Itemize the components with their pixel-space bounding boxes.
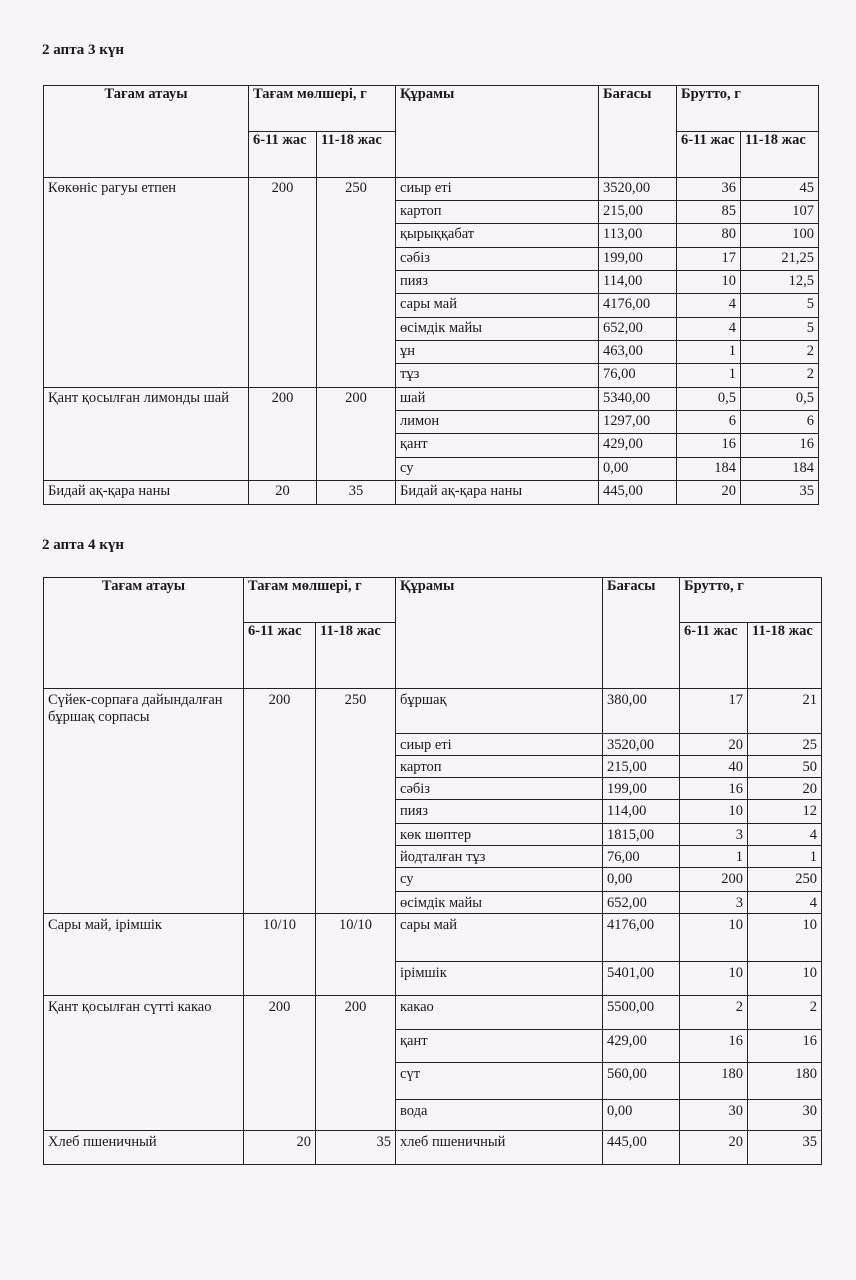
portion-age-6-11: 10/10 [244,914,316,996]
ingredient-price: 76,00 [599,364,677,388]
brutto-age-6-11: 6 [677,411,741,434]
ingredient-name: су [396,458,599,481]
brutto-age-6-11: 16 [680,1030,748,1063]
dish-name: Сүйек-сорпаға дайындалған бұршақ сорпасы [44,689,244,914]
ingredient-row [44,914,822,962]
brutto-age-6-11: 4 [677,318,741,341]
ingredient-price: 76,00 [603,846,680,868]
ingredient-price: 445,00 [603,1131,680,1165]
brutto-age-11-18: 2 [741,364,819,388]
ingredient-name: Бидай ақ-қара наны [396,481,599,505]
brutto-age-6-11: 2 [680,996,748,1030]
header-portion-age-6-11: 6-11 жас [249,132,317,178]
menu-table-day-4 [43,577,822,1165]
ingredient-name: хлеб пшеничный [396,1131,603,1165]
brutto-age-11-18: 1 [748,846,822,868]
day-title-1: 2 апта 3 күн [42,42,125,58]
ingredient-name: лимон [396,411,599,434]
ingredient-price: 463,00 [599,341,677,364]
header-brutto-age-6-11: 6-11 жас [680,623,748,689]
brutto-age-6-11: 1 [677,341,741,364]
ingredient-price: 215,00 [603,756,680,778]
brutto-age-11-18: 4 [748,824,822,846]
portion-age-11-18: 200 [316,996,396,1131]
brutto-age-6-11: 16 [677,434,741,458]
brutto-age-6-11: 0,5 [677,388,741,411]
dish-name: Хлеб пшеничный [44,1131,244,1165]
brutto-age-11-18: 45 [741,178,819,201]
brutto-age-11-18: 30 [748,1100,822,1131]
portion-age-11-18: 200 [317,388,396,481]
brutto-age-11-18: 35 [748,1131,822,1165]
portion-age-6-11: 200 [244,996,316,1131]
header-brutto: Брутто, г [677,86,819,132]
header-portion-age-6-11: 6-11 жас [244,623,316,689]
brutto-age-11-18: 35 [741,481,819,505]
brutto-age-6-11: 20 [680,1131,748,1165]
dish-name: Қант қосылған сүтті какао [44,996,244,1131]
brutto-age-6-11: 80 [677,224,741,248]
ingredient-row [44,996,822,1030]
header-dish-name: Тағам атауы [44,578,244,689]
header-row [44,578,822,623]
brutto-age-11-18: 0,5 [741,388,819,411]
brutto-age-6-11: 10 [680,800,748,824]
portion-age-6-11: 200 [244,689,316,914]
ingredient-price: 0,00 [603,868,680,892]
ingredient-name: қант [396,1030,603,1063]
brutto-age-6-11: 85 [677,201,741,224]
brutto-age-11-18: 12,5 [741,271,819,294]
ingredient-name: сәбіз [396,778,603,800]
ingredient-price: 1297,00 [599,411,677,434]
portion-age-6-11: 20 [244,1131,316,1165]
brutto-age-6-11: 184 [677,458,741,481]
header-row [44,86,819,132]
brutto-age-6-11: 4 [677,294,741,318]
ingredient-price: 114,00 [599,271,677,294]
brutto-age-11-18: 21 [748,689,822,734]
brutto-age-6-11: 40 [680,756,748,778]
ingredient-name: вода [396,1100,603,1131]
ingredient-name: ұн [396,341,599,364]
ingredient-name: шай [396,388,599,411]
brutto-age-6-11: 36 [677,178,741,201]
brutto-age-11-18: 16 [741,434,819,458]
ingredient-name: сиыр еті [396,734,603,756]
brutto-age-6-11: 17 [677,248,741,271]
ingredient-price: 445,00 [599,481,677,505]
brutto-age-11-18: 10 [748,962,822,996]
brutto-age-11-18: 184 [741,458,819,481]
brutto-age-6-11: 10 [677,271,741,294]
ingredient-name: қырыққабат [396,224,599,248]
ingredient-name: тұз [396,364,599,388]
header-price: Бағасы [603,578,680,689]
ingredient-price: 652,00 [599,318,677,341]
ingredient-name: сүт [396,1063,603,1100]
ingredient-price: 199,00 [599,248,677,271]
ingredient-name: картоп [396,756,603,778]
dish-name: Бидай ақ-қара наны [44,481,249,505]
ingredient-price: 0,00 [603,1100,680,1131]
ingredient-name: сиыр еті [396,178,599,201]
ingredient-price: 5401,00 [603,962,680,996]
ingredient-row [44,689,822,734]
header-portion-age-11-18: 11-18 жас [316,623,396,689]
brutto-age-6-11: 20 [680,734,748,756]
ingredient-row [44,481,819,505]
brutto-age-6-11: 1 [677,364,741,388]
header-portion: Тағам мөлшері, г [244,578,396,623]
brutto-age-6-11: 17 [680,689,748,734]
ingredient-name: картоп [396,201,599,224]
portion-age-6-11: 200 [249,178,317,388]
portion-age-11-18: 35 [317,481,396,505]
portion-age-11-18: 10/10 [316,914,396,996]
brutto-age-11-18: 25 [748,734,822,756]
brutto-age-11-18: 4 [748,892,822,914]
ingredient-name: сары май [396,914,603,962]
brutto-age-11-18: 12 [748,800,822,824]
ingredient-name: өсімдік майы [396,892,603,914]
brutto-age-6-11: 3 [680,824,748,846]
ingredient-price: 215,00 [599,201,677,224]
ingredient-row [44,388,819,411]
ingredient-price: 1815,00 [603,824,680,846]
ingredient-name: бұршақ [396,689,603,734]
ingredient-price: 429,00 [603,1030,680,1063]
header-price: Бағасы [599,86,677,178]
brutto-age-6-11: 3 [680,892,748,914]
ingredient-price: 4176,00 [603,914,680,962]
brutto-age-11-18: 20 [748,778,822,800]
ingredient-name: су [396,868,603,892]
brutto-age-11-18: 2 [748,996,822,1030]
ingredient-price: 380,00 [603,689,680,734]
ingredient-name: көк шөптер [396,824,603,846]
ingredient-name: какао [396,996,603,1030]
brutto-age-11-18: 2 [741,341,819,364]
brutto-age-11-18: 180 [748,1063,822,1100]
brutto-age-11-18: 250 [748,868,822,892]
portion-age-6-11: 200 [249,388,317,481]
ingredient-price: 0,00 [599,458,677,481]
dish-name: Көкөніс рагуы етпен [44,178,249,388]
header-portion-age-11-18: 11-18 жас [317,132,396,178]
header-brutto-age-11-18: 11-18 жас [741,132,819,178]
portion-age-11-18: 35 [316,1131,396,1165]
ingredient-price: 5500,00 [603,996,680,1030]
portion-age-11-18: 250 [316,689,396,914]
brutto-age-11-18: 16 [748,1030,822,1063]
header-brutto-age-6-11: 6-11 жас [677,132,741,178]
day-title-2: 2 апта 4 күн [42,537,125,553]
ingredient-price: 3520,00 [603,734,680,756]
brutto-age-6-11: 10 [680,962,748,996]
header-brutto: Брутто, г [680,578,822,623]
brutto-age-11-18: 21,25 [741,248,819,271]
dish-name: Сары май, ірімшік [44,914,244,996]
brutto-age-11-18: 10 [748,914,822,962]
brutto-age-6-11: 10 [680,914,748,962]
ingredient-name: ірімшік [396,962,603,996]
brutto-age-6-11: 1 [680,846,748,868]
brutto-age-11-18: 5 [741,294,819,318]
brutto-age-6-11: 30 [680,1100,748,1131]
ingredient-row [44,1131,822,1165]
ingredient-name: қант [396,434,599,458]
brutto-age-11-18: 5 [741,318,819,341]
header-portion: Тағам мөлшері, г [249,86,396,132]
ingredient-price: 114,00 [603,800,680,824]
ingredient-price: 4176,00 [599,294,677,318]
ingredient-name: сәбіз [396,248,599,271]
brutto-age-6-11: 16 [680,778,748,800]
brutto-age-6-11: 200 [680,868,748,892]
ingredient-name: йодталған тұз [396,846,603,868]
portion-age-6-11: 20 [249,481,317,505]
ingredient-price: 3520,00 [599,178,677,201]
ingredient-price: 5340,00 [599,388,677,411]
ingredient-name: өсімдік майы [396,318,599,341]
header-composition: Құрамы [396,578,603,689]
brutto-age-11-18: 100 [741,224,819,248]
dish-name: Қант қосылған лимонды шай [44,388,249,481]
ingredient-name: пияз [396,271,599,294]
brutto-age-6-11: 20 [677,481,741,505]
ingredient-price: 560,00 [603,1063,680,1100]
header-dish-name: Тағам атауы [44,86,249,178]
ingredient-price: 113,00 [599,224,677,248]
brutto-age-11-18: 107 [741,201,819,224]
brutto-age-11-18: 6 [741,411,819,434]
brutto-age-11-18: 50 [748,756,822,778]
header-composition: Құрамы [396,86,599,178]
header-brutto-age-11-18: 11-18 жас [748,623,822,689]
brutto-age-6-11: 180 [680,1063,748,1100]
ingredient-row [44,178,819,201]
portion-age-11-18: 250 [317,178,396,388]
menu-table-day-3 [43,85,819,505]
ingredient-price: 199,00 [603,778,680,800]
ingredient-name: пияз [396,800,603,824]
ingredient-price: 429,00 [599,434,677,458]
ingredient-price: 652,00 [603,892,680,914]
ingredient-name: сары май [396,294,599,318]
